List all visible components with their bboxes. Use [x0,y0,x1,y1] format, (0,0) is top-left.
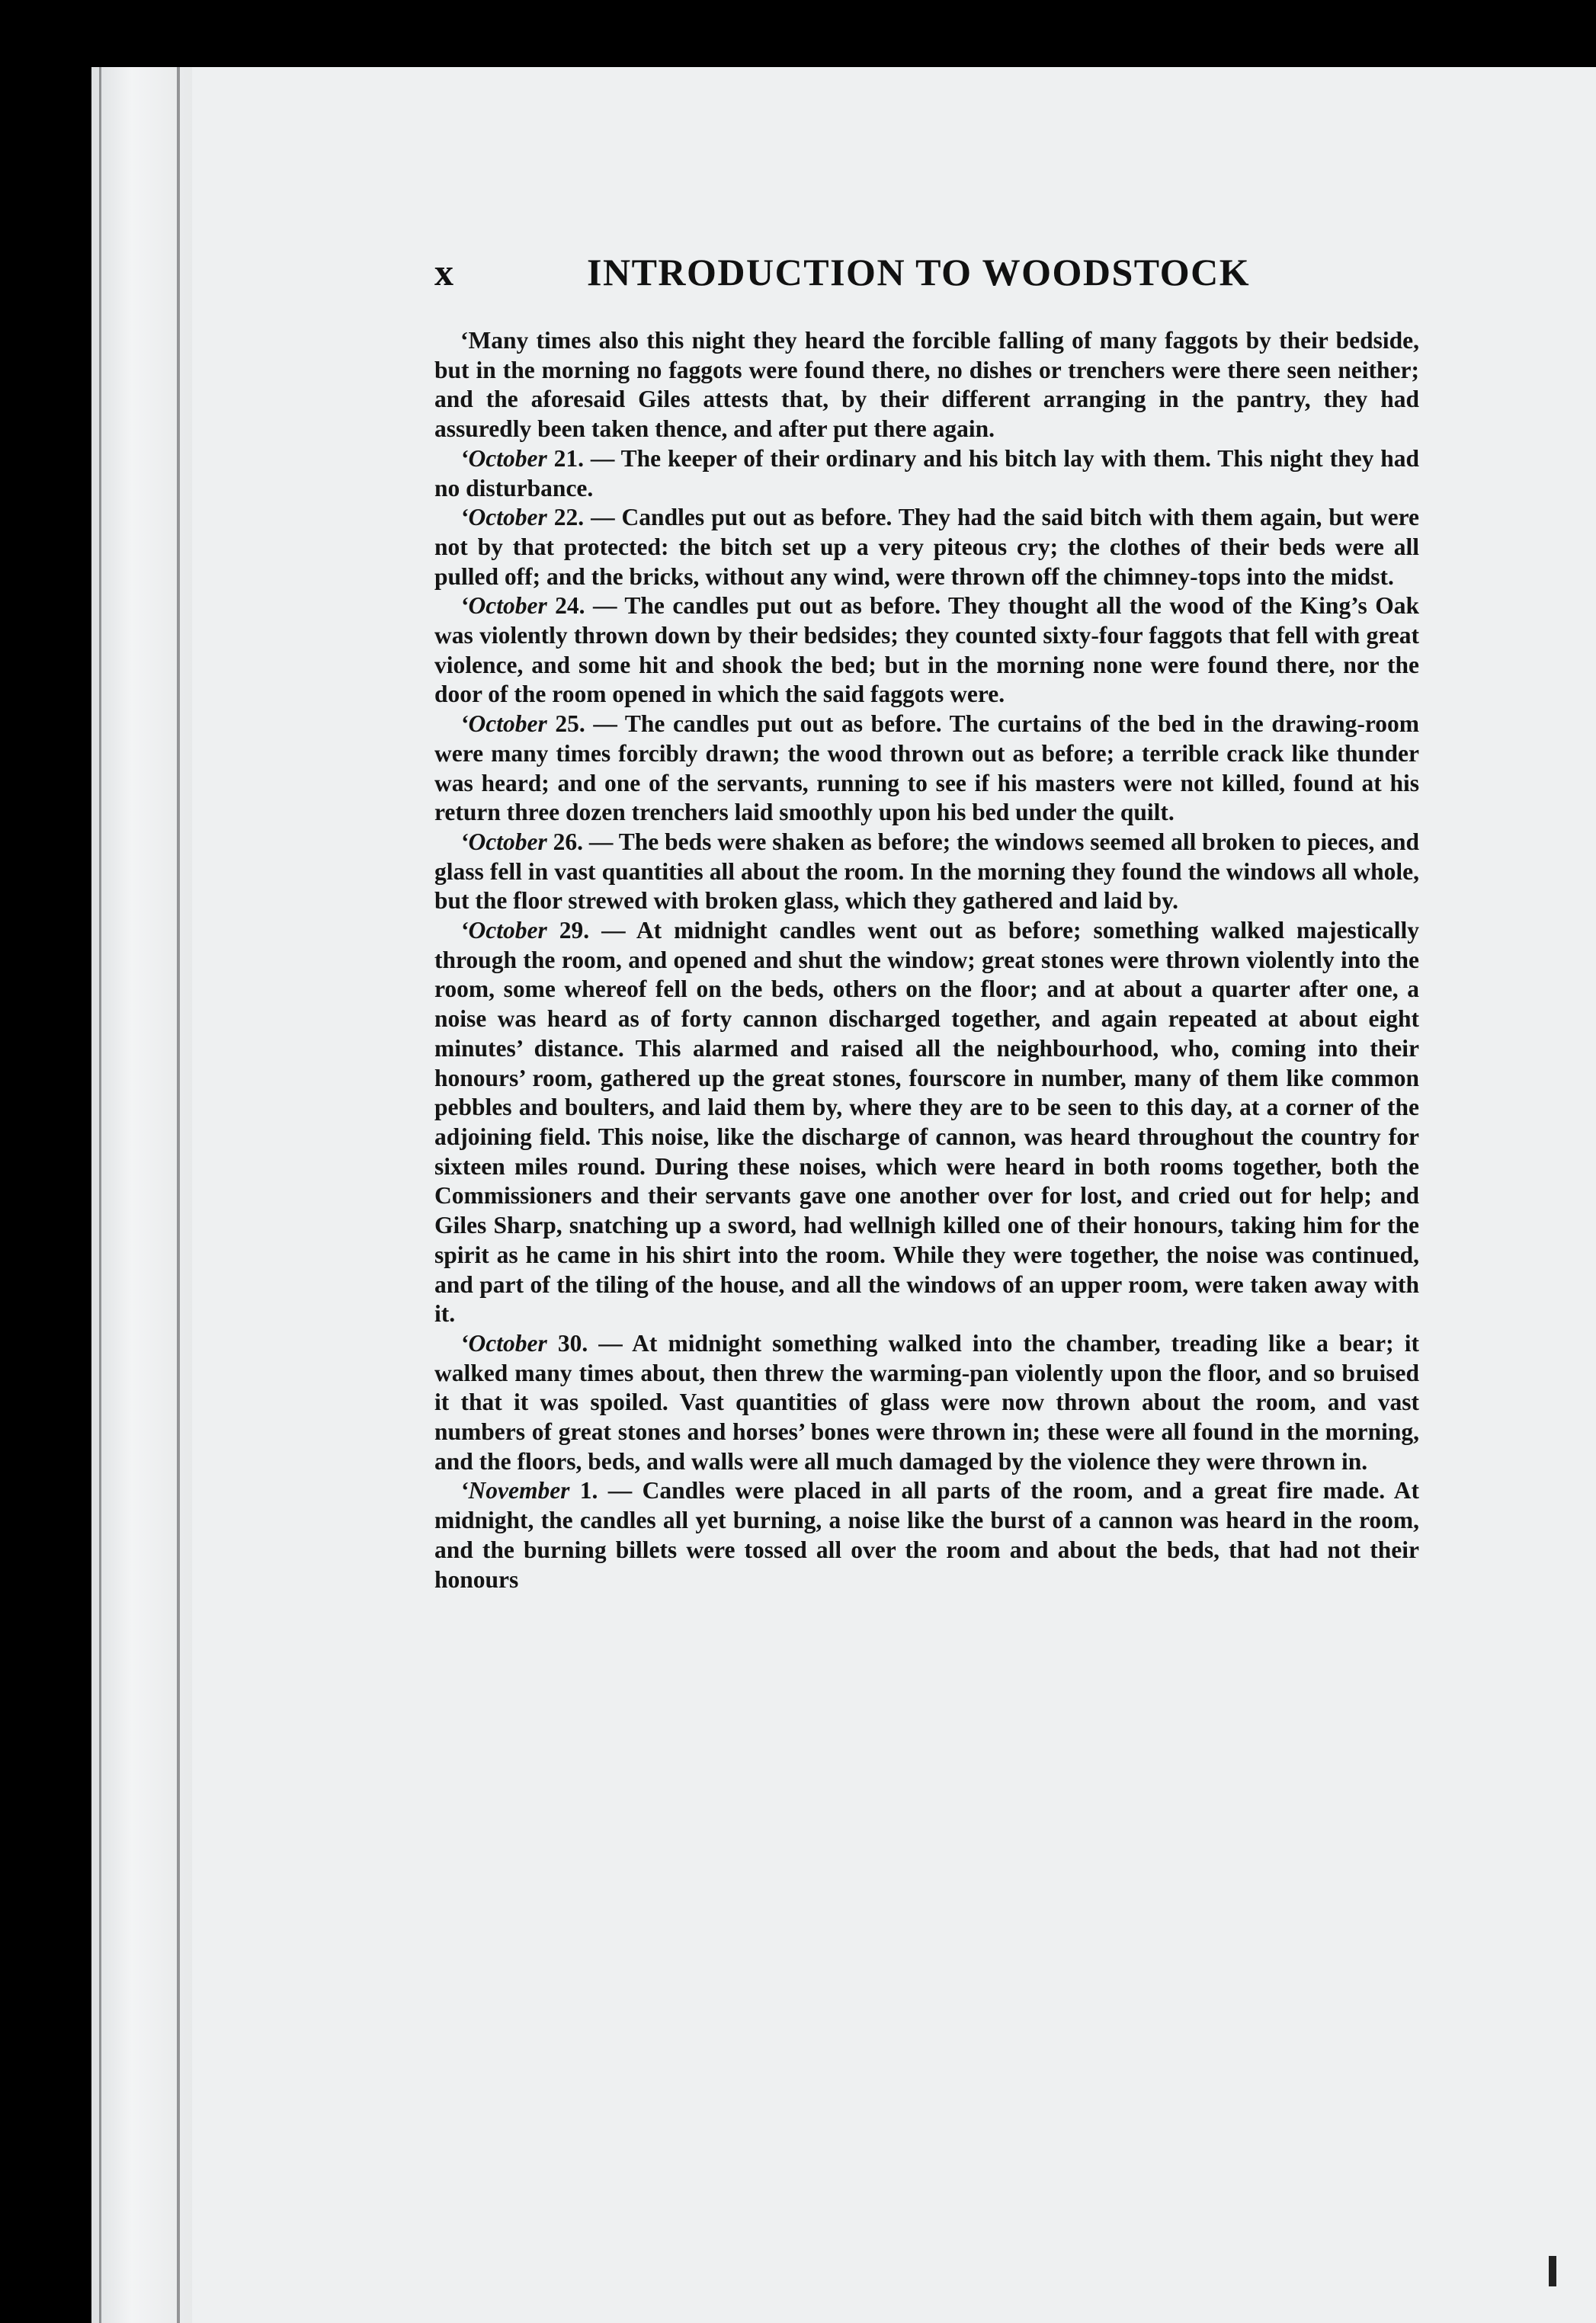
running-title: INTRODUCTION TO WOODSTOCK [587,251,1251,293]
paragraph-text: 29. — At midnight candles went out as before; something walked majestically through the room, and opened and shut the window; great stones were thrown violently into the room, some whereof fell on the beds, others on the floor; and at about a quarter after one, a noise was heard as of forty cannon discharged together, and again repeated at about eight minutes’ distance. This alarmed and raised all the neighbourhood, who, coming into their honours’ room, gathered up the great stones, fourscore in number, many of them like common pebbles and boulters, and laid them by, where they are to be seen to this day, at a corner of the adjoining field. This noise, like the discharge of cannon, was heard throughout the country for sixteen miles round. During these noises, which were heard in both rooms together, both the Commissioners and their servants gave one another over for lost, and cried out for help; and Giles Sharp, snatching up a sword, had wellnigh killed one of their honours, taking him for the spirit as he came in his shirt into the room. While they were together, the noise was continued, and part of the tiling of the house, and all the windows of an upper room, were taken away with it. [434,917,1419,1328]
binding-mark [1549,2256,1556,2286]
gutter-line [177,67,180,2323]
page-gutter [91,67,192,2323]
entry-date: ‘October [460,1329,547,1357]
paragraph [434,326,1419,444]
entry-date: ‘October [460,828,547,855]
paragraph-text: 21. — The keeper of their ordinary and his bitch lay with them. This night they had no disturbance. [434,444,1419,501]
paragraph-text: 24. — The candles put out as before. They thought all the wood of the King’s Oak was violently thrown down by their bedsides; they counted sixty-four faggots that fell with great violence, and some hit and shook the bed; but in the morning none were found there, nor the door of the room opened in which the said faggots were. [434,592,1419,708]
entry-date: ‘October [460,444,547,472]
page-number: x [434,251,454,293]
paragraph-text: ‘Many times also this night they heard the forcible falling of many faggots by their bedside, but in the morning no faggots were found there, no dishes or trenchers were there seen neither; and the aforesaid Giles attests that, by their different arranging in the pantry, they had assuredly been taken thence, and after put there again. [434,327,1419,443]
paragraph [434,591,1419,710]
paragraph-text: 22. — Candles put out as before. They had the said bitch with them again, but were not by that protected: the bitch set up a very piteous cry; the clothes of their beds were all pulled off; and the bricks, without any wind, were thrown off the chimney-tops into the midst. [434,504,1419,590]
paragraph-text: 30. — At midnight something walked into the chamber, treading like a bear; it walked many times about, then threw the warming-pan violently upon the floor, and so bruised it that it was spoiled. Vast quantities of glass were now thrown about the room, and vast numbers of great stones and horses’ bones were thrown in; these were all found in the morning, and the floors, beds, and walls were all much damaged by the violence they were thrown in. [434,1329,1419,1475]
entry-date: ‘October [460,592,547,620]
paragraph-text: 26. — The beds were shaken as before; the windows seemed all broken to pieces, and glass fell in vast quantities all about the room. In the morning they found the windows all whole, but the floor strewed with broken glass, which they gathered and laid by. [434,828,1419,915]
paragraph [434,444,1419,503]
paragraph [434,1329,1419,1477]
entry-date: ‘October [460,710,547,738]
page-body [434,326,1419,1594]
paragraph [434,1476,1419,1594]
paragraph-text: 25. — The candles put out as before. The curtains of the bed in the drawing-room were many times forcibly drawn; the wood thrown out as before; a terrible crack like thunder was heard; and one of the servants, running to see if his masters were not killed, found at his return three dozen trenchers laid smoothly upon his bed under the quilt. [434,710,1419,826]
paragraph [434,503,1419,591]
entry-date: ‘November [460,1477,570,1504]
page-header [434,250,1441,305]
entry-date: ‘October [460,504,547,531]
paragraph [434,710,1419,828]
paragraph [434,916,1419,1329]
gutter-line [99,67,101,2323]
paragraph [434,828,1419,916]
entry-date: ‘October [460,917,547,944]
paragraph-text: 1. — Candles were placed in all parts of the room, and a great fire made. At midnight, the candles all yet burning, a noise like the burst of a cannon was heard in the room, and the burning billets were tossed all over the room and about the beds, that had not their honours [434,1477,1419,1593]
